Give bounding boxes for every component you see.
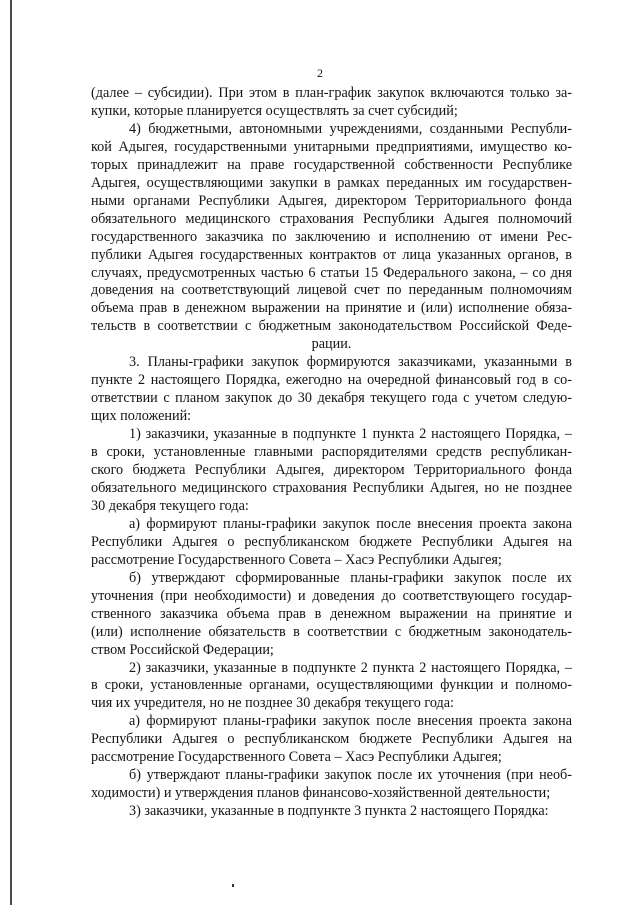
paragraph-line: в сроки, установленные органами, осуществляющими функции и полномо- — [91, 677, 572, 694]
paragraph-line: в сроки, установленные главными распорядителями средств республикан- — [91, 444, 572, 461]
paragraph-line: пункте 2 настоящего Порядка, ежегодно на очередной финансовый год в со- — [91, 372, 572, 389]
paragraph-line: б) утверждают планы-графики закупок после их уточнения (при необ- — [129, 767, 572, 784]
paragraph-line: уточнения (при необходимости) и доведения до соответствующего государ- — [91, 587, 572, 604]
paragraph-line: 30 декабря текущего года: — [91, 497, 249, 514]
paragraph-line: Республики Адыгея о республиканском бюджете Республики Адыгея на — [91, 731, 572, 748]
paragraph-line: торых принадлежит на праве государственной собственности Республике — [91, 156, 572, 173]
paragraph-line: а) формируют планы-графики закупок после внесения проекта закона — [129, 515, 572, 532]
paragraph-line: (или) исполнение обязательств в соответствии с бюджетным законодатель- — [91, 623, 572, 640]
paragraph-line: доведения на соответствующий лицевой счет по переданным полномочиям — [91, 282, 572, 299]
paragraph-line: купки, которые планируется осуществлять за счет субсидий; — [91, 102, 458, 119]
paragraph-line: щих положений: — [91, 408, 192, 425]
paragraph-line: а) формируют планы-графики закупок после внесения проекта закона — [129, 713, 572, 730]
document-body — [91, 85, 572, 821]
paragraph-line: ского бюджета Республики Адыгея, директором Территориального фонда — [91, 462, 572, 479]
paragraph-line: случаях, предусмотренных частью 6 статьи 15 Федерального закона, – со дня — [91, 264, 572, 281]
paragraph-line: (далее – субсидии). При этом в план-график закупок включаются только за- — [91, 85, 572, 101]
paragraph-line: объема прав в денежном выражении на принятие и (или) исполнение обяза- — [91, 300, 572, 317]
paragraph-line: рассмотрение Государственного Совета – Хасэ Республики Адыгея; — [91, 749, 502, 766]
paragraph-line: 2) заказчики, указанные в подпункте 2 пункта 2 настоящего Порядка, – — [129, 659, 572, 676]
paragraph-line: обязательного медицинского страхования Республики Адыгея полномочий — [91, 210, 572, 227]
paragraph-line: ходимости) и утверждения планов финансово-хозяйственной деятельности; — [91, 785, 551, 802]
paragraph-line: публики Адыгея государственных контрактов от лица указанных органов, в — [91, 246, 572, 263]
paragraph-line: б) утверждают сформированные планы-графики закупок после их — [129, 569, 572, 586]
paragraph-line: государственного заказчика по заключению и исполнению от имени Рес- — [91, 228, 572, 245]
paragraph-line: 1) заказчики, указанные в подпункте 1 пункта 2 настоящего Порядка, – — [129, 426, 572, 443]
paragraph-line: Республики Адыгея о республиканском бюджете Республики Адыгея на — [91, 533, 572, 550]
paragraph-line: рассмотрение Государственного Совета – Хасэ Республики Адыгея; — [91, 551, 502, 568]
paragraph-line: ными органами Республики Адыгея, директором Территориального фонда — [91, 192, 572, 209]
scan-speck — [232, 884, 234, 887]
paragraph-line: 4) бюджетными, автономными учреждениями, созданными Республи- — [129, 120, 572, 137]
paragraph-line: ством Российской Федерации; — [91, 641, 274, 658]
scan-page-edge — [10, 0, 12, 905]
paragraph-line: тельств в соответствии с бюджетным законодательством Российской Феде- — [91, 318, 572, 335]
paragraph-line: 3. Планы-графики закупок формируются заказчиками, указанными в — [129, 354, 572, 371]
paragraph-line: ответствии с планом закупок до 30 декабря текущего года с учетом следую- — [91, 390, 572, 407]
paragraph-line: чия их учредителя, но не позднее 30 декабря текущего года: — [91, 695, 454, 712]
paragraph-line: 3) заказчики, указанные в подпункте 3 пункта 2 настоящего Порядка: — [129, 803, 549, 820]
paragraph-line: кой Адыгея, государственными унитарными предприятиями, имущество ко- — [91, 138, 572, 155]
paragraph-line: ственного заказчика объема прав в денежном выражении на принятие и — [91, 605, 572, 622]
page-number: 2 — [317, 66, 323, 80]
paragraph-line: обязательного медицинского страхования Республики Адыгея, но не позднее — [91, 479, 572, 496]
paragraph-line: Адыгея, осуществляющими закупки в рамках переданных им государствен- — [91, 174, 572, 191]
paragraph-line: рации. — [311, 336, 352, 353]
